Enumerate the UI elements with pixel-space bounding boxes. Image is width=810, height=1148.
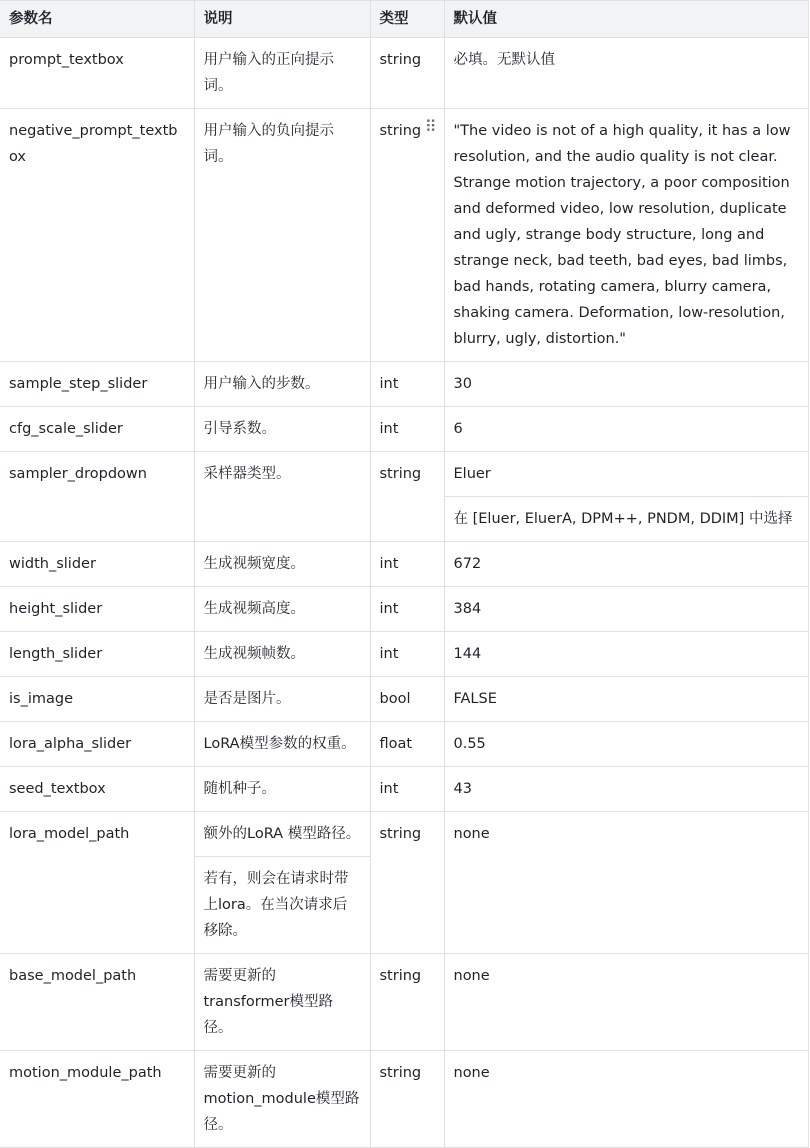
cell-desc: LoRA模型参数的权重。 (194, 722, 370, 767)
cell-name: length_slider (0, 632, 194, 677)
table-row (0, 812, 808, 954)
table-row (0, 587, 808, 632)
table-row (0, 362, 808, 407)
cell-type: int (370, 407, 444, 452)
cell-type: int (370, 542, 444, 587)
cell-default-note: 在 [Eluer, EluerA, DPM++, PNDM, DDIM] 中选择 (453, 511, 793, 527)
cell-name: base_model_path (0, 954, 194, 1051)
cell-name: width_slider (0, 542, 194, 587)
cell-default: none (444, 812, 808, 954)
table-row (0, 38, 808, 109)
cell-type: string (370, 38, 444, 109)
cell-name: cfg_scale_slider (0, 407, 194, 452)
cell-desc: 随机种子。 (194, 767, 370, 812)
cell-name: lora_alpha_slider (0, 722, 194, 767)
cell-desc: 采样器类型。 (194, 452, 370, 542)
cell-desc: 生成视频帧数。 (194, 632, 370, 677)
header-default: 默认值 (444, 1, 808, 38)
table-row (0, 677, 808, 722)
cell-name: prompt_textbox (0, 38, 194, 109)
cell-desc: 生成视频宽度。 (194, 542, 370, 587)
cell-type: string (370, 1051, 444, 1148)
cell-default: 384 (444, 587, 808, 632)
cell-default: 144 (444, 632, 808, 677)
cell-default: FALSE (444, 677, 808, 722)
cell-desc-note: 若有，则会在请求时带上lora。在当次请求后移除。 (203, 871, 349, 939)
drag-handle-icon[interactable]: ⠿ (424, 117, 436, 136)
table-header-row (0, 1, 808, 38)
cell-desc-value: 额外的LoRA 模型路径。 (195, 821, 370, 857)
table-row (0, 767, 808, 812)
table-row (0, 954, 808, 1051)
table-row (0, 452, 808, 542)
cell-default: 必填。无默认值 (444, 38, 808, 109)
cell-default-value: Eluer (445, 461, 808, 497)
cell-type: float (370, 722, 444, 767)
table-row (0, 722, 808, 767)
cell-desc: 引导系数。 (194, 407, 370, 452)
cell-name: lora_model_path (0, 812, 194, 954)
cell-type: string (370, 812, 444, 954)
cell-default: 672 (444, 542, 808, 587)
cell-desc: 用户输入的正向提示词。 (194, 38, 370, 109)
cell-default: 6 (444, 407, 808, 452)
cell-name: motion_module_path (0, 1051, 194, 1148)
cell-desc: 用户输入的负向提示词。 (194, 109, 370, 362)
cell-default: none (444, 1051, 808, 1148)
cell-desc: 生成视频高度。 (194, 587, 370, 632)
cell-name: seed_textbox (0, 767, 194, 812)
cell-name: negative_prompt_textbox (0, 109, 194, 362)
cell-desc: 用户输入的步数。 (194, 362, 370, 407)
cell-type: int (370, 587, 444, 632)
cell-name: is_image (0, 677, 194, 722)
table-row (0, 632, 808, 677)
cell-default: 43 (444, 767, 808, 812)
cell-type-text: string (379, 123, 422, 139)
cell-default: 0.55 (444, 722, 808, 767)
table-row (0, 542, 808, 587)
table-row (0, 407, 808, 452)
cell-type: int (370, 767, 444, 812)
cell-desc: 是否是图片。 (194, 677, 370, 722)
cell-type: int (370, 632, 444, 677)
cell-type: string (370, 452, 444, 542)
cell-name: sample_step_slider (0, 362, 194, 407)
table-row (0, 1051, 808, 1148)
cell-name: sampler_dropdown (0, 452, 194, 542)
cell-desc: 需要更新的transformer模型路径。 (194, 954, 370, 1051)
cell-type (370, 109, 444, 362)
cell-default: none (444, 954, 808, 1051)
cell-type: string (370, 954, 444, 1051)
table-row (0, 109, 808, 362)
cell-default (444, 452, 808, 542)
cell-desc: 需要更新的motion_module模型路径。 (194, 1051, 370, 1148)
cell-default: 30 (444, 362, 808, 407)
cell-type: int (370, 362, 444, 407)
cell-name: height_slider (0, 587, 194, 632)
cell-type: bool (370, 677, 444, 722)
header-name: 参数名 (0, 1, 194, 38)
header-desc: 说明 (194, 1, 370, 38)
cell-default: "The video is not of a high quality, it has a low resolution, and the audio quality is not clear. Strange motion trajectory, a poor composition and deformed video, low resolution, duplicate and ugly, strange body structure, long and strange neck, bad teeth, bad eyes, bad limbs, bad hands, rotating camera, blurry camera, shaking camera. Deformation, low-resolution, blurry, ugly, distortion." (444, 109, 808, 362)
cell-desc (194, 812, 370, 954)
header-type: 类型 (370, 1, 444, 38)
